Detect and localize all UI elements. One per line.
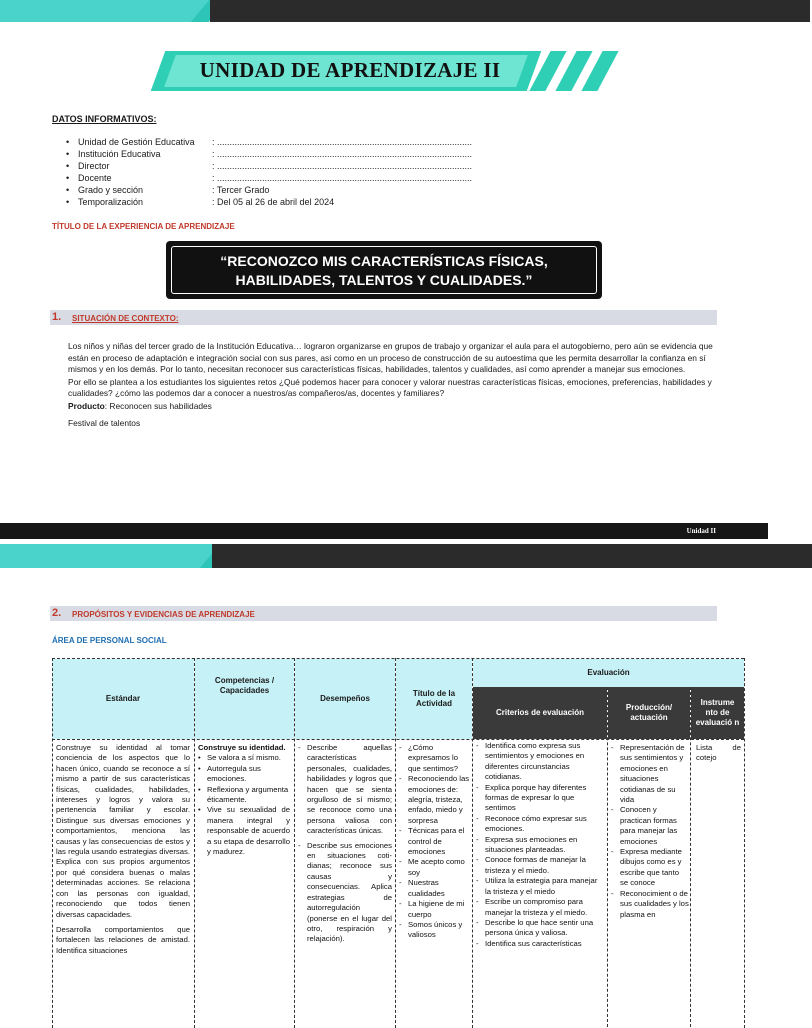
- instrumento-cell: Lista de cotejo: [696, 743, 741, 763]
- estandar-cell: [56, 743, 190, 956]
- table-border-top: [52, 658, 744, 659]
- desempenos-cell: [298, 743, 392, 945]
- list-item: • Reflexiona y argumenta éticamente.: [198, 785, 290, 806]
- context-text: [68, 341, 716, 431]
- datos-item: • Docente : ......................................................................................................: [66, 173, 473, 183]
- list-item: - Identifica como expresa sus sentimientos y emociones en diferentes circunstancias cotidianas.: [476, 741, 605, 783]
- list-item: - Escribe un compromiso para manejar la tristeza y el miedo.: [476, 897, 605, 918]
- list-item: - Utiliza la estrategia para manejar la tristeza y el miedo: [476, 876, 605, 897]
- header-competencias: Competencias / Capacidades: [195, 659, 294, 739]
- producto-line: Producto: Reconocen sus habilidades: [68, 400, 212, 411]
- context-paragraph: Por ello se plantea a los estudiantes los siguientes retos ¿Qué podemos hacer para conocer y valorar nuestras características físicas, emociones, preferencias, habilidades y cualidades? ¿cómo las podemos dar a conocer a nuestros/as compañeros/as, docentes y familiares?: [68, 376, 712, 398]
- datos-list: [66, 136, 472, 208]
- competencia-title: Construye su identidad.: [198, 743, 286, 752]
- page-2: [0, 539, 768, 1024]
- header-desempenos: Desempeños: [295, 659, 395, 739]
- list-item: - Conocen y practican formas para manejar las emociones: [611, 805, 689, 847]
- criterios-cell: [476, 741, 605, 949]
- list-item: - Reconociendo las emociones de: alegría, tristeza, enfado, miedo y sorpresa: [399, 774, 470, 826]
- experiencia-title: “RECONOZCO MIS CARACTERÍSTICAS FÍSICAS, HABILIDADES, TALENTOS Y CUALIDADES.”: [220, 253, 548, 288]
- capacidades-list: [198, 753, 290, 857]
- table-border-left: [52, 658, 53, 1028]
- table-col-divider: [294, 658, 295, 1028]
- experiencia-heading: TÍTULO DE LA EXPERIENCIA DE APRENDIZAJE: [52, 222, 235, 231]
- table-border-right: [744, 658, 745, 1028]
- datos-item: • Director : ......................................................................................................: [66, 161, 473, 171]
- datos-item: • Institución Educativa : ......................................................................................................: [66, 149, 473, 159]
- list-item: - Reconocimient o de sus cualidades y los plasma en: [611, 889, 689, 920]
- list-item: - Describe lo que hace sentir una persona única y valiosa.: [476, 918, 605, 939]
- bottom-band: [0, 523, 768, 539]
- list-item: - Expresa sus emociones en situaciones planteadas.: [476, 835, 605, 856]
- table-col-divider: [472, 658, 473, 1028]
- produccion-cell: [611, 743, 689, 920]
- competencias-cell: [198, 743, 290, 857]
- top-decorative-band: [0, 544, 768, 568]
- list-item: - Técnicas para el control de emociones: [399, 826, 470, 857]
- list-item: - Conoce formas de manejar la tristeza y el miedo.: [476, 855, 605, 876]
- list-item: • Se valora a sí mismo.: [198, 753, 290, 763]
- produccion-list: [611, 743, 689, 920]
- list-item: - Somos únicos y valiosos: [399, 920, 470, 941]
- list-item: - La higiene de mi cuerpo: [399, 899, 470, 920]
- titulo-actividad-cell: [399, 743, 470, 941]
- list-item: • Vive su sexualidad de manera integral y responsable de acuerdo a su etapa de desarrollo y madurez.: [198, 805, 290, 857]
- actividades-list: [399, 743, 470, 941]
- area-heading: ÁREA DE PERSONAL SOCIAL: [52, 636, 167, 645]
- list-item: - Representación de sus sentimientos y emociones en situaciones cotidianas de su vida: [611, 743, 689, 805]
- list-item: - Me acepto como soy: [399, 857, 470, 878]
- datos-heading: DATOS INFORMATIVOS:: [52, 114, 157, 124]
- footer-unit-tag: Unidad II: [686, 527, 716, 535]
- unit-title: UNIDAD DE APRENDIZAJE II: [199, 58, 501, 82]
- estandar-text: Construye su identidad al tomar conciencia de los aspectos que lo hacen único, cuando se reconoce a sí mismo a partir de sus características físicas, cualidades, habilidades, intereses y logros y valora su pertenencia familiar y escolar. Distingue sus diversas emociones y comportamientos, menciona las causas y las consecuencias de estos y las regula usando estrategias diversas. Explica con sus propios argumentos por qué considera buenas o malas determinadas acciones. Se relaciona con las personas con igualdad, reconociendo que todos tienen diversas capacidades.: [56, 743, 190, 919]
- top-decorative-band: [0, 0, 768, 22]
- section-1-title: SITUACIÓN DE CONTEXTO:: [72, 314, 179, 323]
- section-2-title: PROPÓSITOS Y EVIDENCIAS DE APRENDIZAJE: [72, 610, 255, 619]
- list-item: • Autorregula sus emociones.: [198, 764, 290, 785]
- context-paragraph: Los niños y niñas del tercer grado de la Institución Educativa… lograron organizarse en grupos de trabajo y organizar el aula para el autogobierno, pero aún se evidencia que están en proceso de adaptación e integración social con sus pares, así como en un proceso de construcción de su autoestima que les permita desarrollar la confianza en sí mismos y en los demás. Por lo tanto, necesitan reconocer sus características físicas, habilidades, talentos y cualidades, así como aprender a manejar sus emociones.: [68, 341, 713, 374]
- datos-item: • Grado y sección : Tercer Grado: [66, 185, 270, 195]
- estandar-text: Desarrolla comportamientos que fortalecen las relaciones de amistad. Identifica situaciones: [56, 924, 190, 955]
- list-item: - Explica porque hay diferentes formas de expresar lo que sentimos: [476, 783, 605, 814]
- table-col-divider: [194, 658, 195, 1028]
- table-header-divider: [52, 739, 744, 740]
- list-item: - Describe aquellas características personales, cualidades, habilidades y logros que hacen que se sienta orgulloso de sí mismo; se reconoce como una persona valiosa con características únicas.: [298, 743, 392, 837]
- desempenos-list: [298, 743, 392, 945]
- table-col-divider: [607, 687, 608, 1027]
- header-instrumento: Instrume nto de evaluació n: [691, 687, 744, 739]
- header-titulo: Título de la Actividad: [396, 659, 472, 739]
- header-estandar: Estándar: [52, 659, 194, 739]
- list-item: - Identifica sus características: [476, 939, 605, 949]
- header-produccion: Producción/ actuación: [608, 687, 690, 739]
- datos-item: • Temporalización : Del 05 al 26 de abril del 2024: [66, 197, 335, 207]
- section-2-number: 2.: [52, 607, 62, 619]
- criterios-list: [476, 741, 605, 949]
- list-item: - ¿Cómo expresamos lo que sentimos?: [399, 743, 470, 774]
- list-item: - Nuestras cualidades: [399, 878, 470, 899]
- list-item: - Describe sus emociones en situaciones coti- dianas; reconoce sus causas y consecuencias. Aplica estrategias de autorregulación (ponerse en el lugar del otro, respiración y relajación).: [298, 841, 392, 945]
- table-col-divider: [395, 658, 396, 1028]
- header-evaluacion: Evaluación: [473, 659, 744, 687]
- list-item: - Reconoce cómo expresar sus emociones.: [476, 814, 605, 835]
- festival-line: Festival de talentos: [68, 418, 141, 428]
- section-1-number: 1.: [52, 311, 62, 323]
- list-item: - Expresa mediante dibujos como es y escribe que tanto se conoce: [611, 847, 689, 889]
- header-criterios: Criterios de evaluación: [473, 687, 607, 739]
- table-col-divider: [690, 687, 691, 1027]
- datos-item: • Unidad de Gestión Educativa : ......................................................................................................: [66, 137, 473, 147]
- page-1: [0, 0, 768, 535]
